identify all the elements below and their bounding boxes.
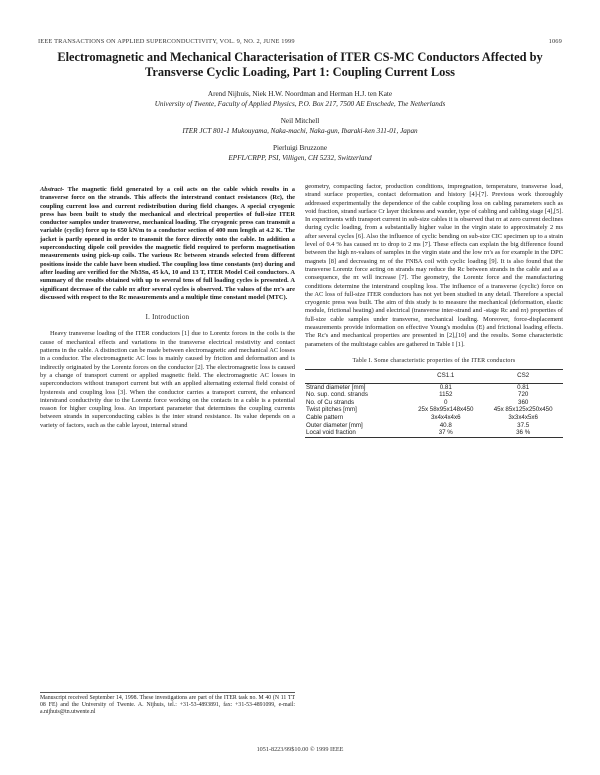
author-affiliation-3: EPFL/CRPP, PSI, Villigen, CH 5232, Switzerland [228,153,372,162]
abstract-label: Abstract- [40,186,65,193]
table-cell: 720 [518,391,529,399]
table-cell: 40.8 [439,421,452,429]
table-row [305,399,563,407]
table-cell: No. of Cu strands [306,398,355,406]
table-cell: 0 [444,398,448,406]
right-column [305,183,563,438]
abstract [40,186,295,302]
author-names-3: Pierluigi Bruzzone [272,144,328,152]
author-names-2: Neil Mitchell [280,117,320,125]
abstract-text: The magnetic field generated by a coil acts on the cable which results in a transverse force on the strands. This affects the interstrand contact resistances (Rc), the coupling current loss and current redistribution during field changes. A special cryogenic press has been built to study the mechanical and electrical properties of full-size ITER conductor samples under transverse, mechanical loading. The cryogenic press can transmit a variable (cyclic) force up to 650 kN/m to a conductor section of 400 mm length at 4.2 K. The jacket is partly opened in order to transmit the force directly onto the cable. In addition a superconducting dipole coil provides the magnetic field required to perform magnetisation measurements using pick-up coils. The various Rc between strands selected from different positions inside the cable have been studied. The coupling loss time constants (nτ) during and after loading are verified for the Nb3Sn, 45 kA, 10 and 13 T, ITER Model Coil conductors. A summary of the results obtained with up to several tens of full loading cycles is presented. A significant decrease of the cable nτ after several cycles is observed. The values of the nτ's are discussed with respect to the Rc measurements and a multiple time constant model (MTC). [40,186,295,301]
table-row [305,422,563,430]
table-cell: Local void fraction [305,429,408,437]
table-header-blank [305,370,408,383]
table-cell: Outer diameter [mm] [306,421,363,429]
table-row [305,414,563,422]
table-cell: 45x 85x125x250x450 [493,406,553,414]
table-cell: Cable pattern [306,413,344,421]
table-header-cs2: CS2 [483,370,563,383]
paper-title: Electromagnetic and Mechanical Characterisation of ITER CS-MC Conductors Affected by Transverse Cyclic Loading, Part 1: Coupling Current Loss [57,50,543,79]
intro-paragraph-left: Heavy transverse loading of the ITER conductors [1] due to Lorentz forces in the coils is the cause of mechanical effects and variations in the transverse electrical resistivity and contact patterns in the cable. A distinction can be made between electromagnetic and mechanical AC losses in a conductor. The electromagnetic AC loss is mainly caused by friction and deformation and is indirectly originated by the Lorentz forces on the conductor [2]. The electromagnetic loss is caused by a change of transport current or applied magnetic field. The electromagnetic AC losses in superconductors without transport current but with an applied alternating external field consist of hysteresis and coupling loss [3]. When the conductor carries a transport current, the enhanced interstrand conductivity due to the Lorentz force working on the contacts in a cable is a potential reason for higher coupling loss. An important parameter that determines the coupling currents between strands in superconducting cables is the inter strand resistance. Its value depends on a variety of factors, such as the cable layout, internal strand [40,330,295,429]
table-row [305,406,563,414]
running-head [38,38,562,45]
journal-name: IEEE TRANSACTIONS ON APPLIED SUPERCONDUCTIVITY, VOL. 9, NO. 2, JUNE 1999 [38,38,295,45]
table-cell: No. sup. cond. strands [306,391,368,399]
table-cell: 0.81 [439,383,452,391]
table-row [305,391,563,399]
table-cell: 25x 58x95x148x450 [418,406,474,414]
table-cell: 37.5 [517,421,530,429]
table-cell: Twist pitches [mm] [306,406,357,414]
copyright-line: 1051-8223/99$10.00 © 1999 IEEE [256,746,344,753]
left-column [40,186,295,430]
properties-table [305,369,563,437]
table-row [305,429,563,437]
table-header-cs11: CS1.1 [408,370,483,383]
table-caption: Table I. Some characteristic properties of the ITER conductors [352,357,516,364]
author-names-1: Arend Nijhuis, Niek H.W. Noordman and Herman H.J. ten Kate [207,90,393,98]
table-cell: 360 [518,398,529,406]
page-number: 1069 [548,38,562,45]
author-affiliation-2: ITER JCT 801-1 Mukouyama, Naka-machi, Naka-gun, Ibaraki-ken 311-01, Japan [182,126,418,135]
footnote: Manuscript received September 14, 1998. These investigations are part of the ITER task no. M 40 (N 11 TT 08 FE) and the University of Twente. A. Nijhuis, tel.: +31-53-4893891, fax: +31-53-4891099, e-mail: a.nijhuis@tn.utwente.nl [40,692,295,716]
section-heading: I. Introduction [145,314,190,322]
table-cell: 36 % [483,429,563,437]
author-block [40,90,560,163]
table-cell: 0.81 [517,383,530,391]
table-row [305,383,563,391]
table-header-row [305,370,563,383]
table-cell: 37 % [408,429,483,437]
table-cell: 3x4x4x4x6 [430,413,461,421]
table-cell: 1152 [439,391,453,399]
table-cell: 3x3x4x5x6 [508,413,538,421]
intro-paragraph-right: geometry, compacting factor, production conditions, impregnation, temperature, transverse load, strand surface properties, contact deformation and history [4]-[7]. Previous work thoroughly addressed experimentally the dependence of the cable coupling loss on cabling parameters such as void fraction, strand surface Cr layer thickness and wander, type of cabling and cabling stage [4],[5]. In experiments with transport current in sub-size cables it is observed that nτ at zero current declines during cyclic loading, from a substantially higher value in the virgin state to approximately 2 ms after several cycles [6]. Also the influence of cyclic bending on sub-size CIC specimen up to a strain level of 0.4 % has caused nτ to drop to 2 ms [7]. These effects can explain the big difference found between the high nτ-values of samples in the virgin state and the low nτ's as for example in the DPC magnets [8] and decreasing nτ of the FNBA coil with cyclic loading [9]. It is also found that the transverse Lorentz force acting on strands may reduce the Rc between strands in the cable and as a consequence, the nτ will increase [7]. The geometry, the Lorentz force and the manufacturing conditions determine the interstrand coupling loss. The influence of a transverse (cyclic) force on the AC loss of full-size ITER conductors has not yet been studied in any detail. Therefore a special cryogenic press was built. The aim of this study is to measure the mechanical (deformation, elastic module, frictional heating) and electrical (transverse inter-strand and -stage Rc and nτ) properties of full-size cable samples under transverse, mechanical loading. Moreover, force-displacement measurements provide information on effective Young's modulus (E) and frictional loading effects. The Rc's and mechanical properties are presented in [2],[10] and the results. Some characteristic parameters of the multistage cables are gathered in Table I [1]. [305,183,563,348]
author-affiliation-1: University of Twente, Faculty of Applied Physics, P.O. Box 217, 7500 AE Enschede, The Netherlands [154,99,446,108]
table-cell: Strand diameter [mm] [306,383,366,391]
